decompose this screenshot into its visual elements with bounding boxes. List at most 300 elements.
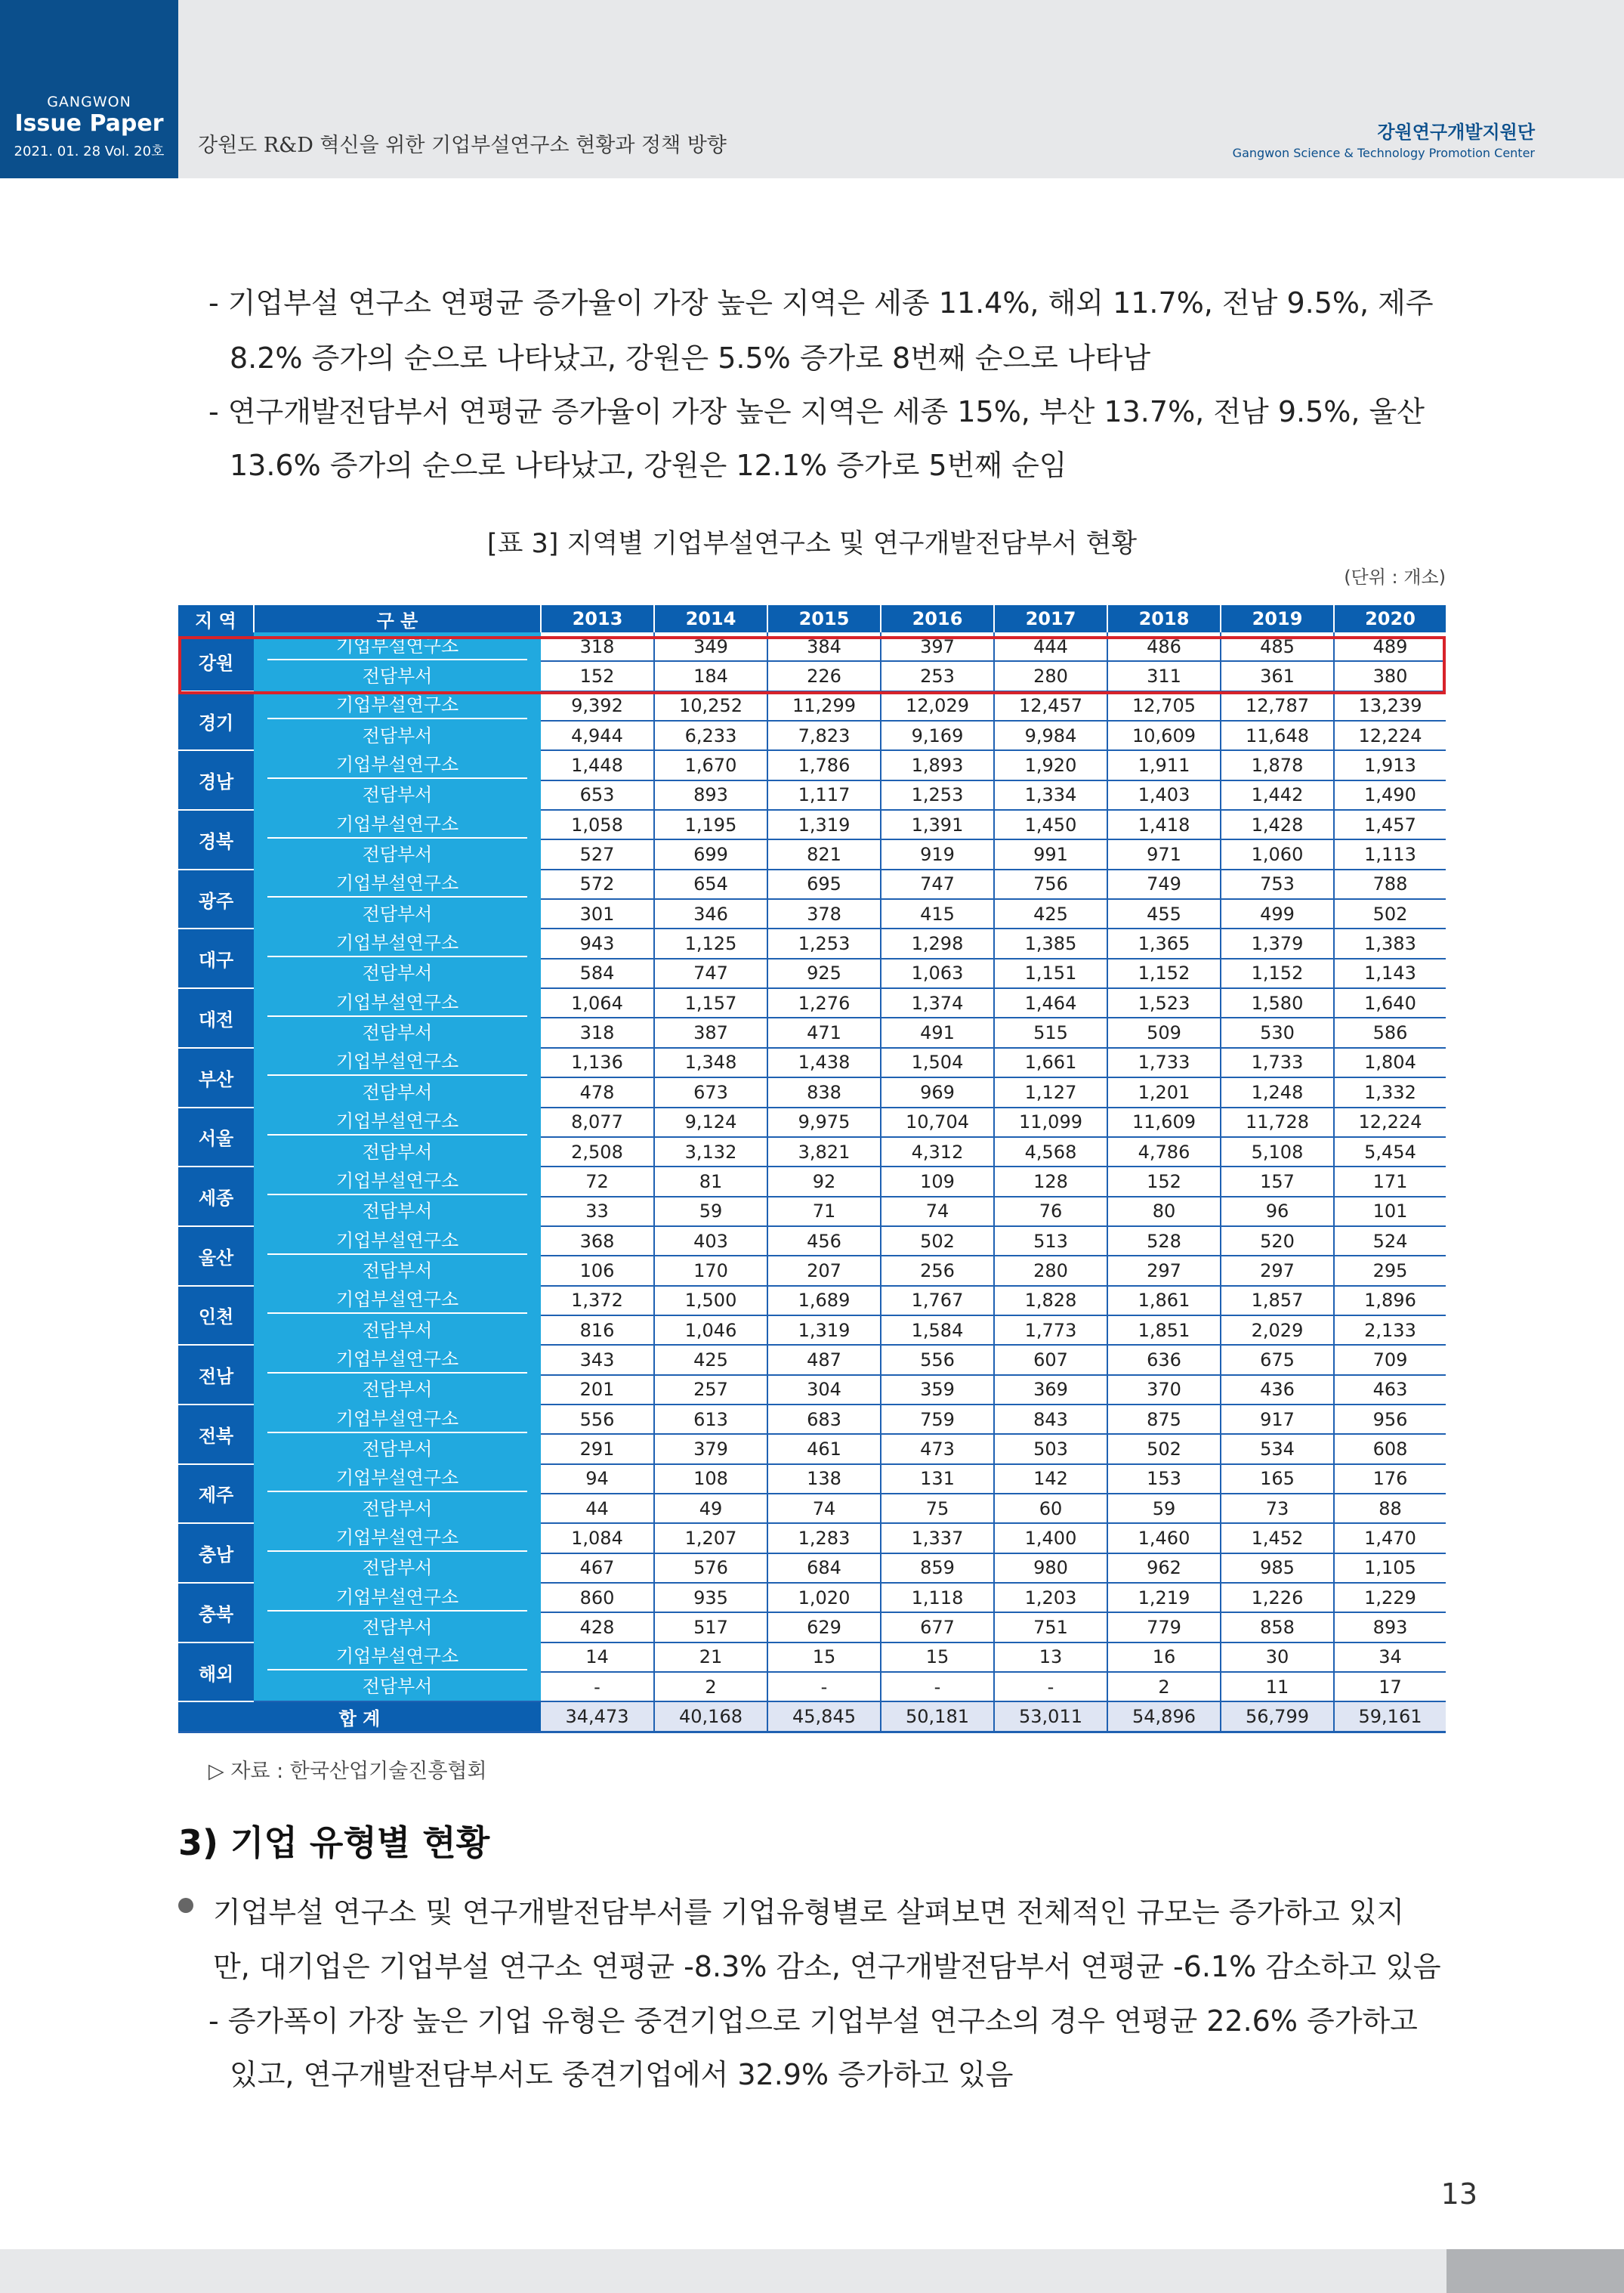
total-value-cell: 40,168 — [654, 1701, 767, 1732]
value-cell: 1,334 — [994, 780, 1107, 810]
value-cell: 1,523 — [1107, 988, 1221, 1018]
intro-text-line: 8.2% 증가의 순으로 나타났고, 강원은 5.5% 증가로 8번째 순으로 나타남 — [230, 341, 1151, 375]
value-cell: 683 — [767, 1405, 881, 1434]
value-cell: 425 — [994, 899, 1107, 929]
value-cell: 304 — [767, 1375, 881, 1405]
header-year: 2014 — [654, 605, 767, 632]
value-cell: 478 — [541, 1077, 654, 1107]
value-cell: 1,219 — [1107, 1583, 1221, 1612]
value-cell: 572 — [541, 870, 654, 899]
value-cell: 486 — [1107, 632, 1221, 661]
value-cell: 1,767 — [881, 1286, 994, 1315]
category-cell — [254, 959, 541, 988]
brand-title: Issue Paper — [14, 110, 164, 137]
value-cell: 384 — [767, 632, 881, 661]
value-cell: 1,143 — [1334, 959, 1446, 988]
region-name: 대구 — [178, 929, 254, 988]
value-cell: 860 — [541, 1583, 654, 1612]
value-cell: 843 — [994, 1405, 1107, 1434]
value-cell: 509 — [1107, 1018, 1221, 1047]
value-cell: 108 — [654, 1464, 767, 1494]
value-cell: 60 — [994, 1494, 1107, 1523]
category-cell — [254, 1464, 541, 1494]
value-cell: 1,786 — [767, 750, 881, 780]
value-cell: 1,457 — [1334, 810, 1446, 839]
category-label: 기업부설연구소 — [267, 1406, 527, 1433]
value-cell: 1,450 — [994, 810, 1107, 839]
value-cell: 524 — [1334, 1226, 1446, 1256]
category-label: 기업부설연구소 — [267, 1228, 527, 1255]
value-cell: 1,896 — [1334, 1286, 1446, 1315]
value-cell: 517 — [654, 1612, 767, 1642]
region-name: 세종 — [178, 1167, 254, 1226]
total-value-cell: 59,161 — [1334, 1701, 1446, 1732]
table-row — [178, 1077, 1446, 1107]
value-cell: 1,152 — [1221, 959, 1334, 988]
value-cell: 1,136 — [541, 1048, 654, 1077]
value-cell: 10,252 — [654, 691, 767, 721]
value-cell: 1,248 — [1221, 1077, 1334, 1107]
region-name: 부산 — [178, 1048, 254, 1108]
region-name: 전북 — [178, 1405, 254, 1464]
category-cell — [254, 899, 541, 929]
table-title: [표 3] 지역별 기업부설연구소 및 연구개발전담부서 현황 — [486, 529, 1138, 559]
value-cell: 9,169 — [881, 721, 994, 750]
category-cell — [254, 1315, 541, 1345]
organization-name: 강원연구개발지원단 — [1377, 122, 1535, 143]
section-text-line: 만, 대기업은 기업부설 연구소 연평균 -8.3% 감소, 연구개발전담부서 연평균 -6.1% 감소하고 있음 — [213, 1950, 1441, 1983]
category-label: 전담부서 — [362, 666, 433, 688]
value-cell: 962 — [1107, 1553, 1221, 1583]
value-cell: 779 — [1107, 1612, 1221, 1642]
value-cell: 142 — [994, 1464, 1107, 1494]
value-cell: 207 — [767, 1256, 881, 1285]
value-cell: 157 — [1221, 1167, 1334, 1196]
intro-text-line: - 기업부설 연구소 연평균 증가율이 가장 높은 지역은 세종 11.4%, 해외 11.7%, 전남 9.5%, 제주 — [208, 286, 1434, 320]
category-cell — [254, 1583, 541, 1612]
value-cell: 1,490 — [1334, 780, 1446, 810]
value-cell: 695 — [767, 870, 881, 899]
value-cell: 1,857 — [1221, 1286, 1334, 1315]
table-row — [178, 1048, 1446, 1077]
table-row — [178, 929, 1446, 958]
value-cell: 1,348 — [654, 1048, 767, 1077]
value-cell: 1,253 — [881, 780, 994, 810]
value-cell: 1,911 — [1107, 750, 1221, 780]
value-cell: 368 — [541, 1226, 654, 1256]
section-text-line: - 증가폭이 가장 높은 기업 유형은 중견기업으로 기업부설 연구소의 경우 연평균 22.6% 증가하고 — [208, 2004, 1418, 2038]
value-cell: 88 — [1334, 1494, 1446, 1523]
value-cell: 1,125 — [654, 929, 767, 958]
value-cell: 12,705 — [1107, 691, 1221, 721]
value-cell: 369 — [994, 1375, 1107, 1405]
category-cell — [254, 750, 541, 780]
category-cell — [254, 1494, 541, 1523]
value-cell: 556 — [541, 1405, 654, 1434]
value-cell: 128 — [994, 1167, 1107, 1196]
value-cell: 455 — [1107, 899, 1221, 929]
category-cell — [254, 1553, 541, 1583]
value-cell: 397 — [881, 632, 994, 661]
value-cell: 1,020 — [767, 1583, 881, 1612]
value-cell: 1,152 — [1107, 959, 1221, 988]
header-category: 구 분 — [254, 605, 541, 632]
value-cell: 15 — [881, 1642, 994, 1672]
value-cell: 788 — [1334, 870, 1446, 899]
region-name: 충북 — [178, 1583, 254, 1642]
table-body — [178, 632, 1446, 1732]
category-label: 전담부서 — [362, 1259, 433, 1281]
category-cell — [254, 1286, 541, 1315]
value-cell: 152 — [1107, 1167, 1221, 1196]
value-cell: 1,400 — [994, 1523, 1107, 1553]
value-cell: 586 — [1334, 1018, 1446, 1047]
category-cell — [254, 929, 541, 958]
value-cell: 654 — [654, 870, 767, 899]
value-cell: 301 — [541, 899, 654, 929]
table-row — [178, 1018, 1446, 1047]
value-cell: 76 — [994, 1197, 1107, 1226]
category-label: 기업부설연구소 — [267, 752, 527, 779]
value-cell: 985 — [1221, 1553, 1334, 1583]
value-cell: 4,312 — [881, 1137, 994, 1167]
value-cell: 59 — [1107, 1494, 1221, 1523]
total-value-cell: 45,845 — [767, 1701, 881, 1732]
total-value-cell: 50,181 — [881, 1701, 994, 1732]
value-cell: 257 — [654, 1375, 767, 1405]
value-cell: 4,568 — [994, 1137, 1107, 1167]
value-cell: 629 — [767, 1612, 881, 1642]
category-cell — [254, 1434, 541, 1463]
table-row — [178, 1375, 1446, 1405]
bullet-dot-icon — [178, 1898, 193, 1913]
value-cell: 74 — [767, 1494, 881, 1523]
value-cell: 72 — [541, 1167, 654, 1196]
source-note: ▷ 자료 : 한국산업기술진흥협회 — [208, 1760, 487, 1783]
category-label: 기업부설연구소 — [267, 692, 527, 719]
category-cell — [254, 839, 541, 869]
value-cell: - — [541, 1672, 654, 1701]
value-cell: 13 — [994, 1642, 1107, 1672]
category-cell — [254, 1523, 541, 1553]
value-cell: 184 — [654, 661, 767, 691]
value-cell: 1,203 — [994, 1583, 1107, 1612]
value-cell: 935 — [654, 1583, 767, 1612]
category-cell — [254, 1405, 541, 1434]
category-label: 기업부설연구소 — [267, 1287, 527, 1314]
table-row — [178, 1137, 1446, 1167]
organization-name-english: Gangwon Science & Technology Promotion Center — [1232, 146, 1535, 160]
value-cell: 1,428 — [1221, 810, 1334, 839]
value-cell: 1,580 — [1221, 988, 1334, 1018]
value-cell: 16 — [1107, 1642, 1221, 1672]
value-cell: 3,132 — [654, 1137, 767, 1167]
value-cell: 1,733 — [1107, 1048, 1221, 1077]
header-year: 2017 — [994, 605, 1107, 632]
regional-rnd-table — [178, 605, 1446, 1733]
value-cell: 359 — [881, 1375, 994, 1405]
value-cell: 1,117 — [767, 780, 881, 810]
category-label: 기업부설연구소 — [267, 811, 527, 839]
value-cell: 653 — [541, 780, 654, 810]
value-cell: 467 — [541, 1553, 654, 1583]
region-name: 제주 — [178, 1464, 254, 1524]
document-title: 강원도 R&D 혁신을 위한 기업부설연구소 현황과 정책 방향 — [198, 134, 727, 157]
category-label: 전담부서 — [362, 1617, 433, 1639]
value-cell: 106 — [541, 1256, 654, 1285]
category-label: 전담부서 — [362, 1081, 433, 1103]
category-label: 기업부설연구소 — [267, 1168, 527, 1195]
value-cell: 71 — [767, 1197, 881, 1226]
value-cell: 380 — [1334, 661, 1446, 691]
intro-text-line: 13.6% 증가의 순으로 나타났고, 강원은 12.1% 증가로 5번째 순임 — [230, 449, 1067, 482]
category-cell — [254, 1672, 541, 1701]
value-cell: 7,823 — [767, 721, 881, 750]
value-cell: 673 — [654, 1077, 767, 1107]
value-cell: 1,332 — [1334, 1077, 1446, 1107]
region-name: 충남 — [178, 1523, 254, 1583]
value-cell: 75 — [881, 1494, 994, 1523]
value-cell: 1,584 — [881, 1315, 994, 1345]
region-name: 인천 — [178, 1286, 254, 1346]
value-cell: 3,821 — [767, 1137, 881, 1167]
value-cell: 11,099 — [994, 1108, 1107, 1137]
value-cell: 346 — [654, 899, 767, 929]
value-cell: 176 — [1334, 1464, 1446, 1494]
value-cell: 11,728 — [1221, 1108, 1334, 1137]
header-year: 2015 — [767, 605, 881, 632]
value-cell: 471 — [767, 1018, 881, 1047]
value-cell: 13,239 — [1334, 691, 1446, 721]
value-cell: - — [994, 1672, 1107, 1701]
value-cell: 14 — [541, 1642, 654, 1672]
value-cell: 12,787 — [1221, 691, 1334, 721]
intro-text-line: - 연구개발전담부서 연평균 증가율이 가장 높은 지역은 세종 15%, 부산 13.7%, 전남 9.5%, 울산 — [208, 395, 1425, 428]
value-cell: 1,733 — [1221, 1048, 1334, 1077]
region-name: 경남 — [178, 750, 254, 810]
category-cell — [254, 721, 541, 750]
total-value-cell: 56,799 — [1221, 1701, 1334, 1732]
value-cell: 751 — [994, 1612, 1107, 1642]
category-cell — [254, 1077, 541, 1107]
value-cell: 361 — [1221, 661, 1334, 691]
value-cell: 1,661 — [994, 1048, 1107, 1077]
table-row — [178, 959, 1446, 988]
value-cell: 1,640 — [1334, 988, 1446, 1018]
value-cell: 925 — [767, 959, 881, 988]
category-cell — [254, 1375, 541, 1405]
value-cell: 30 — [1221, 1642, 1334, 1672]
value-cell: 96 — [1221, 1197, 1334, 1226]
value-cell: 527 — [541, 839, 654, 869]
category-label: 전담부서 — [362, 784, 433, 806]
value-cell: 11,299 — [767, 691, 881, 721]
value-cell: 613 — [654, 1405, 767, 1434]
category-cell — [254, 1226, 541, 1256]
category-cell — [254, 1197, 541, 1226]
value-cell: 2,508 — [541, 1137, 654, 1167]
value-cell: 1,060 — [1221, 839, 1334, 869]
value-cell: 489 — [1334, 632, 1446, 661]
value-cell: 1,773 — [994, 1315, 1107, 1345]
value-cell: 33 — [541, 1197, 654, 1226]
value-cell: 1,403 — [1107, 780, 1221, 810]
value-cell: 1,448 — [541, 750, 654, 780]
value-cell: 858 — [1221, 1612, 1334, 1642]
category-cell — [254, 780, 541, 810]
value-cell: 969 — [881, 1077, 994, 1107]
value-cell: 1,229 — [1334, 1583, 1446, 1612]
value-cell: 311 — [1107, 661, 1221, 691]
value-cell: 1,500 — [654, 1286, 767, 1315]
value-cell: 1,319 — [767, 810, 881, 839]
value-cell: 6,233 — [654, 721, 767, 750]
value-cell: 11,648 — [1221, 721, 1334, 750]
value-cell: 2,029 — [1221, 1315, 1334, 1345]
table-row — [178, 1464, 1446, 1494]
value-cell: 1,283 — [767, 1523, 881, 1553]
value-cell: 838 — [767, 1077, 881, 1107]
value-cell: 1,113 — [1334, 839, 1446, 869]
value-cell: 12,224 — [1334, 721, 1446, 750]
value-cell: 291 — [541, 1434, 654, 1463]
page-number: 13 — [1440, 2177, 1477, 2211]
value-cell: 991 — [994, 839, 1107, 869]
value-cell: 875 — [1107, 1405, 1221, 1434]
value-cell: 747 — [881, 870, 994, 899]
category-label: 전담부서 — [362, 1497, 433, 1519]
value-cell: 1,157 — [654, 988, 767, 1018]
value-cell: 49 — [654, 1494, 767, 1523]
value-cell: 1,365 — [1107, 929, 1221, 958]
value-cell: - — [767, 1672, 881, 1701]
value-cell: 94 — [541, 1464, 654, 1494]
table-row — [178, 1494, 1446, 1523]
table-row — [178, 1642, 1446, 1672]
value-cell: 684 — [767, 1553, 881, 1583]
category-label: 기업부설연구소 — [267, 1643, 527, 1670]
value-cell: 379 — [654, 1434, 767, 1463]
region-name: 해외 — [178, 1642, 254, 1702]
value-cell: 859 — [881, 1553, 994, 1583]
category-cell — [254, 1048, 541, 1077]
value-cell: 1,374 — [881, 988, 994, 1018]
table-row — [178, 1197, 1446, 1226]
category-label: 전담부서 — [362, 1201, 433, 1222]
table-row — [178, 839, 1446, 869]
category-label: 기업부설연구소 — [267, 1525, 527, 1552]
value-cell: 528 — [1107, 1226, 1221, 1256]
value-cell: 556 — [881, 1345, 994, 1374]
value-cell: 44 — [541, 1494, 654, 1523]
value-cell: 5,108 — [1221, 1137, 1334, 1167]
category-cell — [254, 1612, 541, 1642]
total-value-cell: 54,896 — [1107, 1701, 1221, 1732]
category-cell — [254, 810, 541, 839]
value-cell: 1,828 — [994, 1286, 1107, 1315]
table-row — [178, 780, 1446, 810]
value-cell: 1,383 — [1334, 929, 1446, 958]
value-cell: 425 — [654, 1345, 767, 1374]
value-cell: 1,442 — [1221, 780, 1334, 810]
value-cell: 9,984 — [994, 721, 1107, 750]
header-region: 지 역 — [178, 605, 254, 632]
value-cell: 756 — [994, 870, 1107, 899]
value-cell: 9,392 — [541, 691, 654, 721]
category-cell — [254, 870, 541, 899]
value-cell: 34 — [1334, 1642, 1446, 1672]
value-cell: 759 — [881, 1405, 994, 1434]
issue-date-volume: 2021. 01. 28 Vol. 20호 — [14, 144, 165, 159]
value-cell: 1,337 — [881, 1523, 994, 1553]
section-text-line: 있고, 연구개발전담부서도 중견기업에서 32.9% 증가하고 있음 — [230, 2058, 1014, 2091]
category-cell — [254, 691, 541, 721]
category-cell — [254, 1108, 541, 1137]
value-cell: 171 — [1334, 1167, 1446, 1196]
value-cell: 1,385 — [994, 929, 1107, 958]
value-cell: 101 — [1334, 1197, 1446, 1226]
category-label: 전담부서 — [362, 963, 433, 984]
table-row — [178, 1315, 1446, 1345]
value-cell: 1,058 — [541, 810, 654, 839]
category-cell — [254, 1137, 541, 1167]
value-cell: 4,786 — [1107, 1137, 1221, 1167]
value-cell: 17 — [1334, 1672, 1446, 1701]
value-cell: 1,878 — [1221, 750, 1334, 780]
category-label: 기업부설연구소 — [267, 633, 527, 660]
value-cell: 636 — [1107, 1345, 1221, 1374]
value-cell: 677 — [881, 1612, 994, 1642]
gangwon-highlight-box — [178, 636, 1446, 694]
category-label: 전담부서 — [362, 844, 433, 866]
category-label: 기업부설연구소 — [267, 930, 527, 957]
header-year: 2016 — [881, 605, 994, 632]
value-cell: 8,077 — [541, 1108, 654, 1137]
category-label: 전담부서 — [362, 1676, 433, 1698]
value-cell: 1,861 — [1107, 1286, 1221, 1315]
value-cell: 971 — [1107, 839, 1221, 869]
value-cell: 2,133 — [1334, 1315, 1446, 1345]
category-label: 기업부설연구소 — [267, 1049, 527, 1076]
value-cell: 11,609 — [1107, 1108, 1221, 1137]
category-cell — [254, 1167, 541, 1196]
category-label: 기업부설연구소 — [267, 990, 527, 1017]
value-cell: 816 — [541, 1315, 654, 1345]
value-cell: 415 — [881, 899, 994, 929]
value-cell: 1,670 — [654, 750, 767, 780]
value-cell: 499 — [1221, 899, 1334, 929]
table-row — [178, 1256, 1446, 1285]
total-row — [178, 1701, 1446, 1732]
value-cell: 387 — [654, 1018, 767, 1047]
value-cell: 1,276 — [767, 988, 881, 1018]
value-cell: 1,418 — [1107, 810, 1221, 839]
region-name: 경북 — [178, 810, 254, 870]
value-cell: 12,224 — [1334, 1108, 1446, 1137]
value-cell: 256 — [881, 1256, 994, 1285]
category-label: 전담부서 — [362, 1022, 433, 1044]
region-name: 경기 — [178, 691, 254, 751]
category-label: 기업부설연구소 — [267, 1584, 527, 1612]
table-row — [178, 1672, 1446, 1701]
value-cell: 131 — [881, 1464, 994, 1494]
table-row — [178, 1108, 1446, 1137]
value-cell: 576 — [654, 1553, 767, 1583]
value-cell: 1,379 — [1221, 929, 1334, 958]
issue-paper-logo — [0, 0, 178, 178]
table-row — [178, 1553, 1446, 1583]
value-cell: 1,689 — [767, 1286, 881, 1315]
